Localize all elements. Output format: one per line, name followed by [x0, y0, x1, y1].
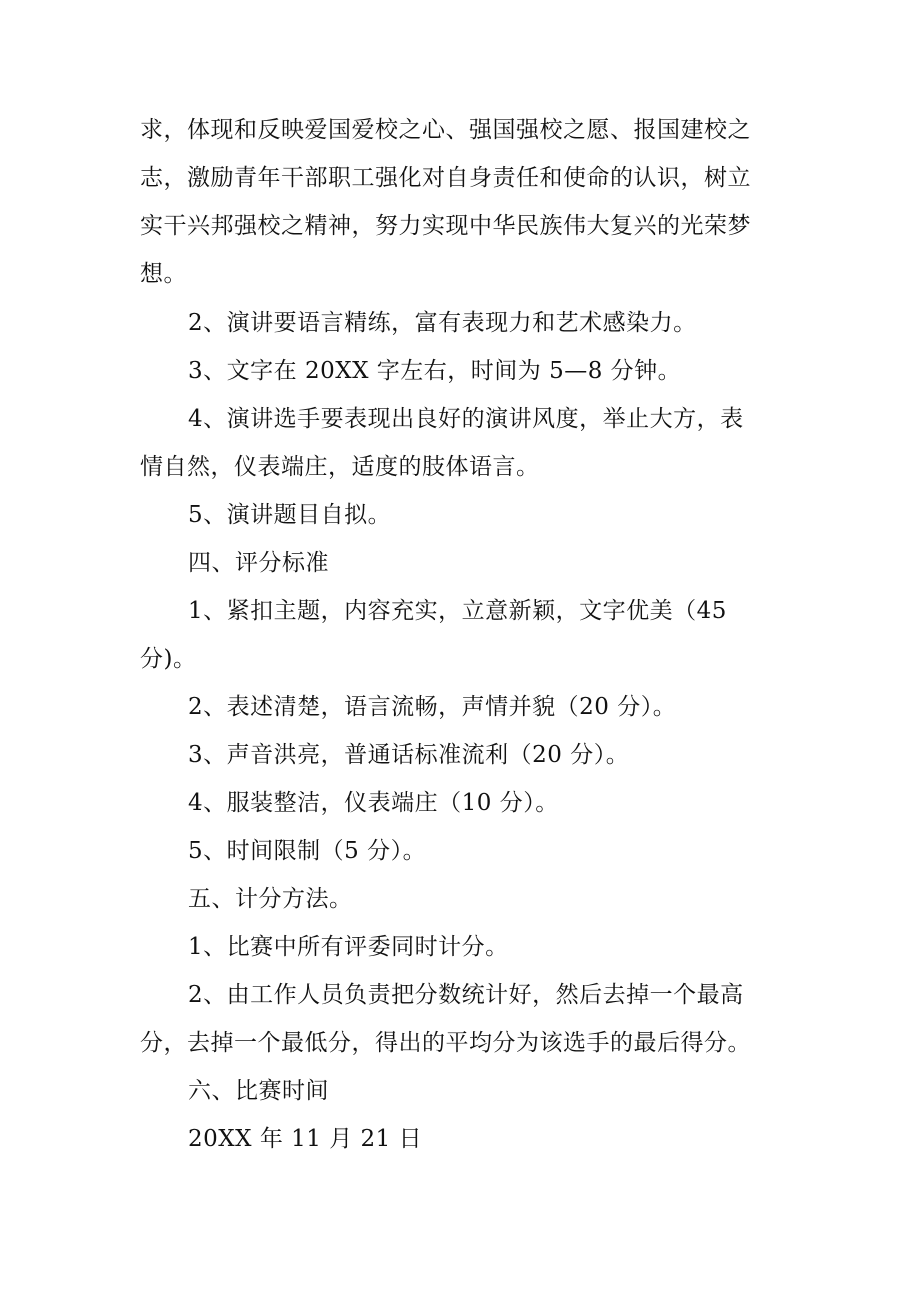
list-item: 1、比赛中所有评委同时计分。: [188, 934, 509, 960]
paragraph-line: 求，体现和反映爱国爱校之心、强国强校之愿、报国建校之: [140, 117, 751, 143]
list-item: 4、服装整洁，仪表端庄（10 分）。: [188, 790, 559, 816]
paragraph-line: 想。: [140, 261, 187, 287]
list-item: 2、由工作人员负责把分数统计好，然后去掉一个最高: [188, 982, 744, 1008]
paragraph-line: 分)。: [140, 646, 197, 672]
list-item: 2、演讲要语言精练，富有表现力和艺术感染力。: [188, 310, 697, 336]
paragraph-line: 情自然，仪表端庄，适度的肢体语言。: [140, 454, 540, 480]
section-heading: 五、计分方法。: [188, 886, 353, 912]
section-heading: 四、评分标准: [188, 550, 329, 576]
paragraph-line: 实干兴邦强校之精神，努力实现中华民族伟大复兴的光荣梦: [140, 213, 751, 239]
list-item: 1、紧扣主题，内容充实，立意新颖，文字优美（45: [188, 598, 727, 624]
paragraph-line: 志，激励青年干部职工强化对自身责任和使命的认识，树立: [140, 165, 751, 191]
list-item: 3、声音洪亮，普通话标准流利（20 分）。: [188, 742, 630, 768]
list-item: 4、演讲选手要表现出良好的演讲风度，举止大方，表: [188, 406, 744, 432]
list-item: 2、表述清楚，语言流畅，声情并貌（20 分）。: [188, 694, 677, 720]
paragraph-line: 分，去掉一个最低分，得出的平均分为该选手的最后得分。: [140, 1030, 751, 1056]
list-item: 5、时间限制（5 分）。: [188, 838, 427, 864]
list-item: 5、演讲题目自拟。: [188, 502, 392, 528]
list-item: 3、文字在 20XX 字左右，时间为 5—8 分钟。: [188, 358, 682, 384]
date-line: 20XX 年 11 月 21 日: [188, 1126, 423, 1152]
section-heading: 六、比赛时间: [188, 1078, 329, 1104]
